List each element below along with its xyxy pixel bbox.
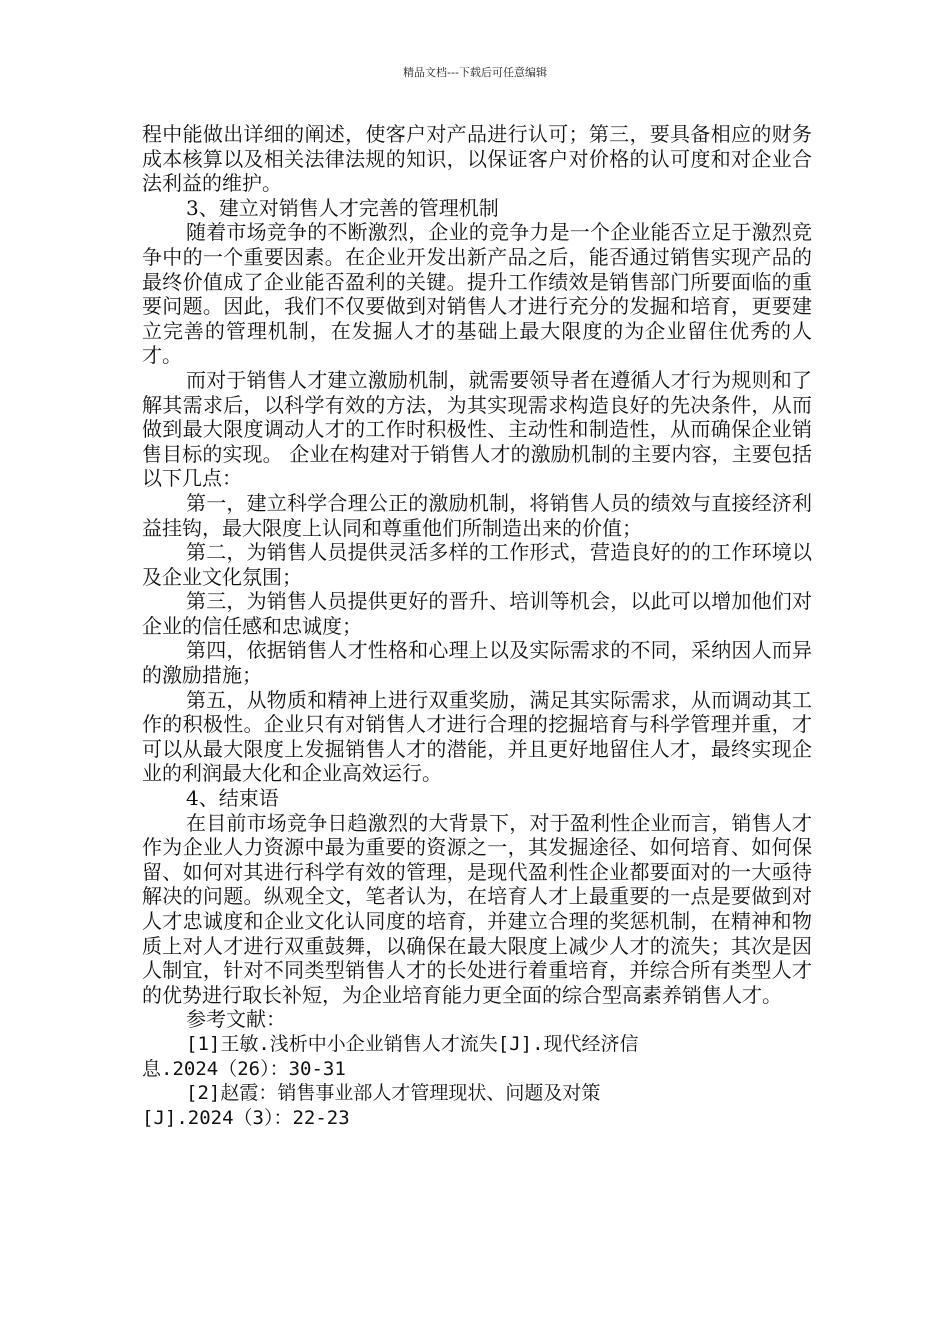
section-heading-3: 3、建立对销售人才完善的管理机制: [186, 195, 499, 220]
references-heading: 参考文献：: [186, 1007, 286, 1032]
section-heading-4: 4、结束语: [186, 786, 279, 811]
paragraph-continued: 程中能做出详细的阐述，使客户对产品进行认可；第三，要具备相应的财务成本核算以及相关法律法规的知识，以保证客户对价格的认可度和对企业合法利益的维护。: [142, 122, 812, 196]
list-item-3: 第三，为销售人员提供更好的晋升、培训等机会，以此可以增加他们对企业的信任感和忠诚度；: [142, 589, 812, 638]
page-header: 精品文档---下载后可任意编辑: [403, 66, 547, 79]
paragraph-conclusion: 在目前市场竞争日趋激烈的大背景下，对于盈利性企业而言，销售人才作为企业人力资源中最为重要的资源之一，其发掘途径、如何培育、如何保留、如何对其进行科学有效的管理，是现代盈利性企业都要面对的一大亟待解决的问题。纵观全文，笔者认为，在培育人才上最重要的一点是要做到对人才忠诚度和企业文化认同度的培育，并建立合理的奖惩机制，在精神和物质上对人才进行双重鼓舞，以确保在最大限度上减少人才的流失；其次是因人制宜，针对不同类型销售人才的长处进行着重培育，并综合所有类型人才的优势进行取长补短，为企业培育能力更全面的综合型高素养销售人才。: [142, 810, 812, 1007]
list-item-4: 第四，依据销售人才性格和心理上以及实际需求的不同，采纳因人而异的激励措施；: [142, 638, 812, 688]
reference-1-line-1: [1]王敏.浅析中小企业销售人才流失[J].现代经济信: [186, 1032, 639, 1055]
list-item-1: 第一，建立科学合理公正的激励机制，将销售人员的绩效与直接经济利益挂钩，最大限度上认同和尊重他们所制造出来的价值；: [142, 490, 812, 540]
reference-2-line-1: [2]赵霞：销售事业部人才管理现状、问题及对策: [186, 1082, 601, 1105]
paragraph: 而对于销售人才建立激励机制，就需要领导者在遵循人才行为规则和了解其需求后，以科学有效的方法，为其实现需求构造良好的先决条件，从而做到最大限度调动人才的工作时积极性、主动性和制造性，从而确保企业销售目标的实现。 企业在构建对于销售人才的激励机制的主要内容，主要包括以下几点：: [142, 367, 812, 491]
list-item-2: 第二，为销售人员提供灵活多样的工作形式，营造良好的的工作环境以及企业文化氛围；: [142, 540, 812, 589]
reference-1-line-2: 息.2024（26）：30-31: [142, 1057, 346, 1080]
paragraph: 随着市场竞争的不断激烈，企业的竞争力是一个企业能否立足于激烈竞争中的一个重要因素。在企业开发出新产品之后，能否通过销售实现产品的最终价值成了企业能否盈利的关键。提升工作绩效是销售部门所要面临的重要问题。因此，我们不仅要做到对销售人才进行充分的发掘和培育，更要建立完善的管理机制，在发掘人才的基础上最大限度的为企业留住优秀的人才。: [142, 220, 812, 368]
reference-2-line-2: [J].2024（3）：22-23: [142, 1106, 350, 1129]
list-item-5: 第五，从物质和精神上进行双重奖励，满足其实际需求，从而调动其工作的积极性。企业只有对销售人才进行合理的挖掘培育与科学管理并重，才可以从最大限度上发掘销售人才的潜能，并且更好地留住人才，最终实现企业的利润最大化和企业高效运行。: [142, 687, 812, 786]
document-body: [142, 122, 812, 1130]
